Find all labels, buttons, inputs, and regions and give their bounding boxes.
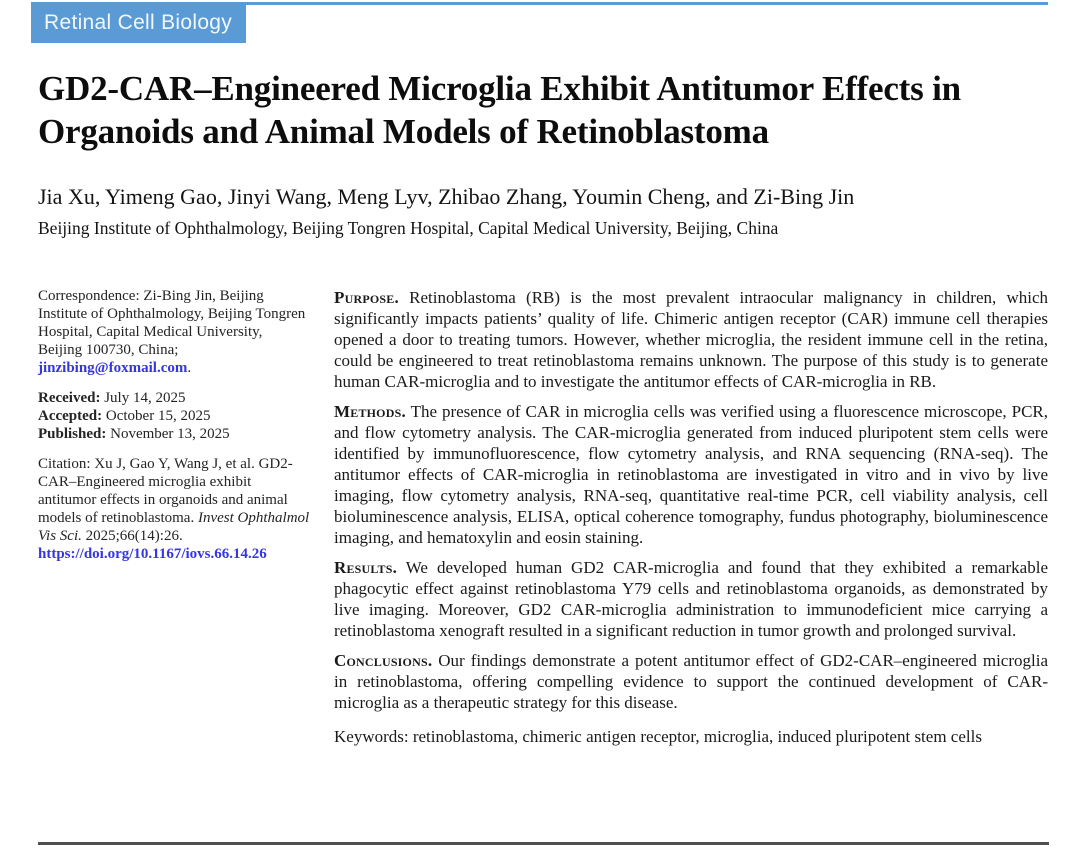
keywords-paragraph: Keywords: retinoblastoma, chimeric antigen receptor, microglia, induced pluripotent stem cells bbox=[334, 727, 982, 746]
methods-heading: Methods. bbox=[334, 402, 406, 421]
conclusions-paragraph bbox=[334, 650, 1048, 713]
received-date: July 14, 2025 bbox=[100, 390, 186, 406]
citation-volume-issue: 2025;66(14):26. bbox=[81, 528, 183, 544]
methods-paragraph bbox=[334, 401, 1048, 548]
correspondence-period: . bbox=[187, 360, 192, 376]
article-title: GD2-CAR–Engineered Microglia Exhibit Antitumor Effects in Organoids and Animal Models of Retinoblastoma bbox=[38, 69, 961, 151]
purpose-text: Retinoblastoma (RB) is the most prevalent intraocular malignancy in children, which significantly impacts patients’ quality of life. Chimeric antigen receptor (CAR) immune cell therapies opened a door to treating tumors. However, whether microglia, the resident immune cell in the retina, could be engineered to treat retinoblastoma remains unknown. The purpose of this study is to generate human CAR-microglia and to investigate the antitumor effects of CAR-microglia in RB. bbox=[334, 288, 1048, 391]
methods-text: The presence of CAR in microglia cells was verified using a fluorescence microscope, PCR, and flow cytometry analysis. The CAR-microglia generated from induced pluripotent stem cells were identified by immunofluorescence, flow cytometry analysis, and RNA sequencing (RNA-seq). The antitumor effects of CAR-microglia in retinoblastoma are investigated in vitro and in vivo by live imaging, flow cytometry analysis, RNA-seq, quantitative real-time PCR, cell viability analysis, cell bioluminescence analysis, ELISA, optical coherence tomography, fundus photography, bioluminescence imaging, and hematoxylin and eosin staining. bbox=[334, 402, 1048, 547]
header-top-rule bbox=[31, 2, 1048, 48]
history-dates-block bbox=[38, 389, 310, 443]
citation-text: Citation: Xu J, Gao Y, Wang J, et al. GD2-CAR–Engineered microglia exhibit antitumor effects in organoids and animal models of retinoblastoma. bbox=[38, 456, 293, 526]
purpose-paragraph bbox=[334, 287, 1048, 392]
results-paragraph bbox=[334, 557, 1048, 641]
doi-link[interactable]: https://doi.org/10.1167/iovs.66.14.26 bbox=[38, 546, 267, 562]
published-label: Published: bbox=[38, 426, 107, 442]
citation-journal-name: Invest Ophthalmol Vis Sci. bbox=[38, 510, 310, 544]
correspondence-email-link[interactable]: jinzibing@foxmail.com bbox=[38, 360, 188, 376]
conclusions-text: Our findings demonstrate a potent antitumor effect of GD2-CAR–engineered microglia in retinoblastoma, offering compelling evidence to support the continued development of CAR-microglia as a therapeutic strategy for this disease. bbox=[334, 651, 1048, 712]
results-heading: Results. bbox=[334, 558, 398, 577]
conclusions-heading: Conclusions. bbox=[334, 651, 433, 670]
accepted-date: October 15, 2025 bbox=[102, 408, 211, 424]
correspondence-text: Correspondence: Zi-Bing Jin, Beijing Institute of Ophthalmology, Beijing Tongren Hospital, Capital Medical University, Beijing 100730, China; bbox=[38, 288, 306, 358]
abstract-column bbox=[334, 287, 1048, 756]
footer-rule bbox=[38, 842, 1049, 845]
two-column-body bbox=[38, 287, 1048, 756]
results-text: We developed human GD2 CAR-microglia and found that they exhibited a remarkable phagocytic effect against retinoblastoma Y79 cells and retinoblastoma organoids, as demonstrated by live imaging. Moreover, GD2 CAR-microglia administration to immunodeficient mice carrying a retinoblastoma xenograft resulted in a significant reduction in tumor growth and prolonged survival. bbox=[334, 558, 1048, 640]
purpose-heading: Purpose. bbox=[334, 288, 399, 307]
section-badge: Retinal Cell Biology bbox=[31, 2, 246, 43]
received-label: Received: bbox=[38, 390, 101, 406]
article-metadata-column bbox=[38, 287, 310, 756]
correspondence-block bbox=[38, 287, 310, 377]
affiliation-line: Beijing Institute of Ophthalmology, Beijing Tongren Hospital, Capital Medical University, Beijing, China bbox=[38, 218, 779, 238]
published-date: November 13, 2025 bbox=[106, 426, 230, 442]
citation-block bbox=[38, 455, 310, 563]
accepted-label: Accepted: bbox=[38, 408, 103, 424]
author-list: Jia Xu, Yimeng Gao, Jinyi Wang, Meng Lyv, Zhibao Zhang, Youmin Cheng, and Zi-Bing Jin bbox=[38, 184, 855, 209]
